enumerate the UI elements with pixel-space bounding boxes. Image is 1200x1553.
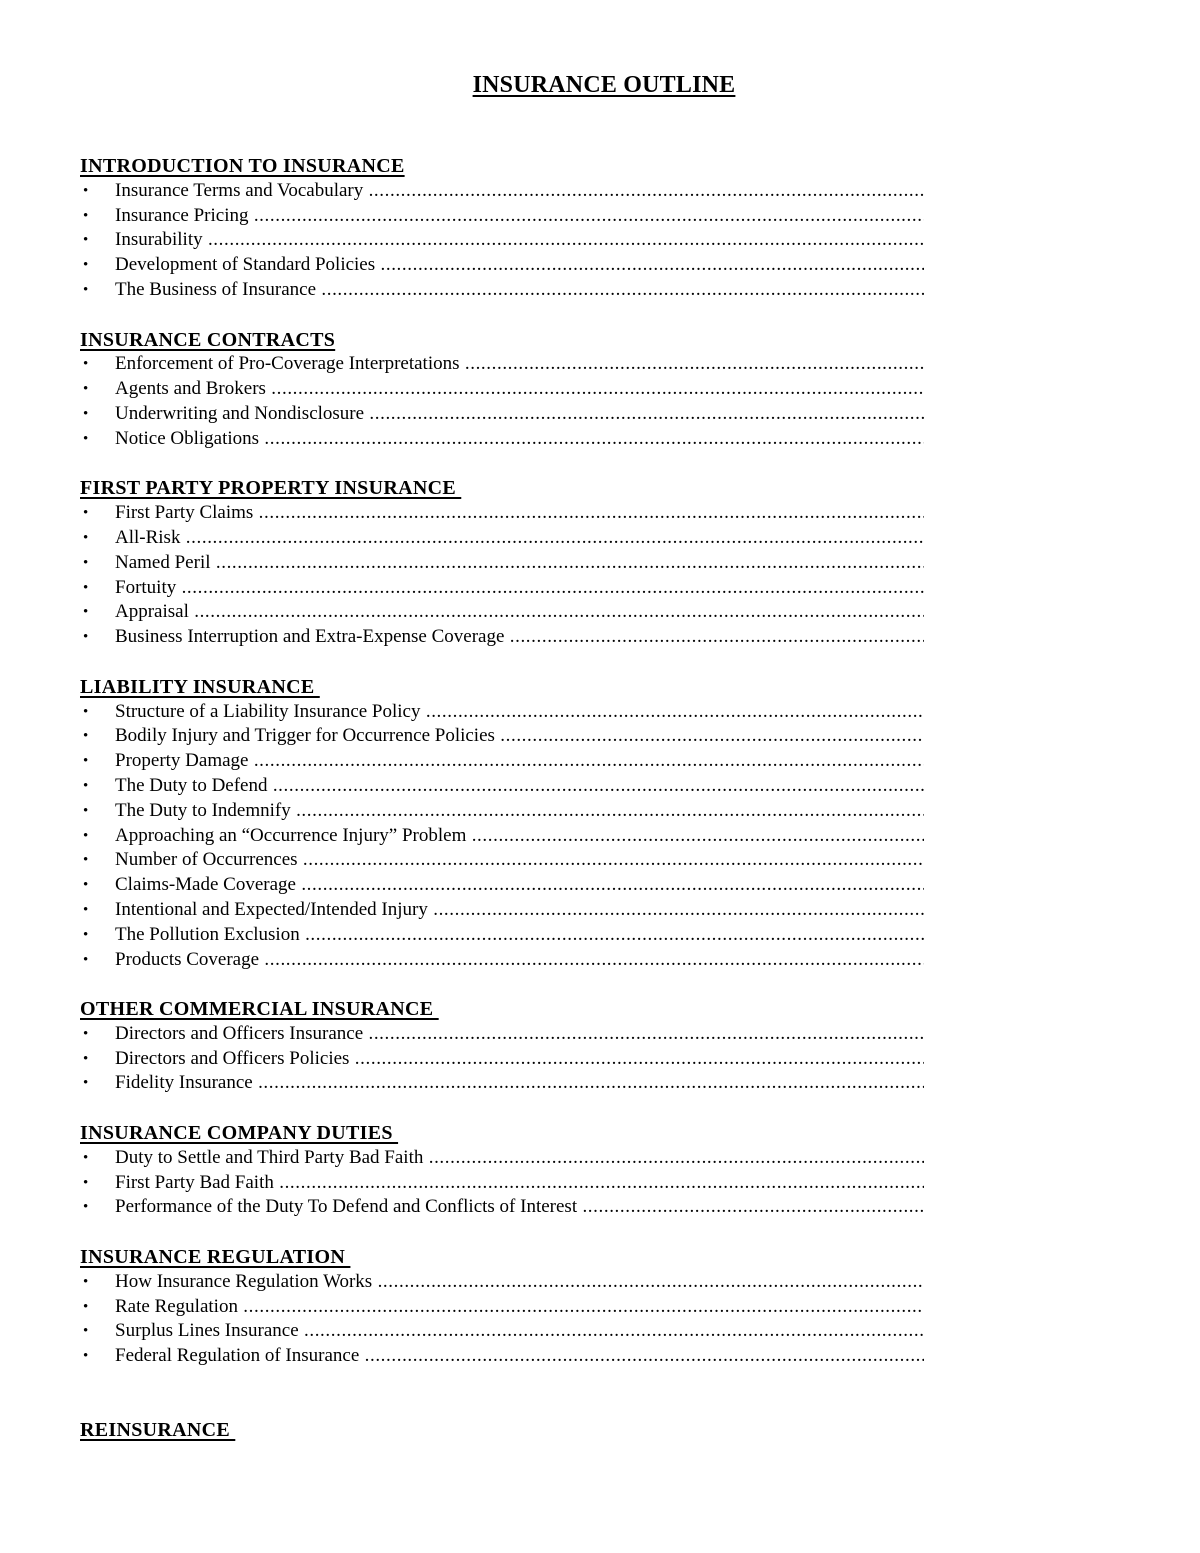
outline-item-text: The Business of Insurance ..... (115, 278, 924, 303)
bullet-icon: • (83, 802, 89, 819)
outline-item (80, 352, 924, 377)
bullet-icon: • (83, 1174, 89, 1191)
outline-item-text: The Pollution Exclusion ..... (115, 923, 924, 948)
section-items-list (80, 1022, 924, 1096)
bullet-icon: • (83, 1075, 89, 1092)
bullet-icon: • (83, 381, 89, 398)
outline-section (80, 1245, 924, 1369)
outline-item-text: Enforcement of Pro-Coverage Interpretations ..... (115, 352, 924, 377)
outline-item-text: Property Damage ..... (115, 749, 924, 774)
bullet-icon: • (83, 1298, 89, 1315)
bullet-icon: • (83, 901, 89, 918)
bullet-icon: • (83, 629, 89, 646)
outline-item-text: Fortuity ..... (115, 576, 924, 601)
outline-item (80, 1319, 924, 1344)
section-heading: INTRODUCTION TO INSURANCE (80, 155, 405, 177)
outline-item (80, 253, 924, 278)
outline-item (80, 377, 924, 402)
outline-item-text: Directors and Officers Policies ..... (115, 1047, 924, 1072)
outline-item-text: Rate Regulation ..... (115, 1295, 924, 1320)
outline-item (80, 923, 924, 948)
section-items-list (80, 1270, 924, 1369)
section-heading: LIABILITY INSURANCE (80, 675, 320, 698)
bullet-icon: • (83, 1348, 89, 1365)
bullet-icon: • (83, 405, 89, 422)
outline-item-text: Performance of the Duty To Defend and Conflicts of Interest ..... (115, 1195, 924, 1220)
bullet-icon: • (83, 430, 89, 447)
outline-item (80, 204, 924, 229)
bullet-icon: • (83, 257, 89, 274)
section-items-list (80, 501, 924, 650)
bullet-icon: • (83, 604, 89, 621)
outline-item (80, 1146, 924, 1171)
outline-item (80, 1270, 924, 1295)
bullet-icon: • (83, 753, 89, 770)
document-title: INSURANCE OUTLINE (472, 72, 736, 98)
bullet-icon: • (83, 579, 89, 596)
outline-item (80, 948, 924, 973)
section-heading: INSURANCE CONTRACTS (80, 328, 336, 351)
outline-item-text: Named Peril ..... (115, 551, 924, 576)
section-heading: FIRST PARTY PROPERTY INSURANCE (80, 477, 462, 500)
outline-item (80, 1022, 924, 1047)
bullet-icon: • (83, 827, 89, 844)
outline-section (80, 997, 924, 1096)
bullet-icon: • (83, 232, 89, 249)
bullet-icon: • (83, 182, 89, 199)
outline-section (80, 1418, 924, 1443)
outline-item-text: First Party Bad Faith ..... (115, 1171, 924, 1196)
outline-item (80, 228, 924, 253)
outline-item-text: How Insurance Regulation Works ..... (115, 1270, 924, 1295)
section-items-list (80, 179, 924, 303)
outline-item (80, 1171, 924, 1196)
outline-item (80, 551, 924, 576)
outline-section (80, 675, 924, 973)
outline-content (80, 154, 924, 1468)
bullet-icon: • (83, 1025, 89, 1042)
outline-section (80, 328, 924, 452)
outline-item-text: Notice Obligations ..... (115, 427, 924, 452)
outline-section (80, 476, 924, 650)
outline-item (80, 402, 924, 427)
outline-item (80, 1344, 924, 1369)
outline-item (80, 576, 924, 601)
outline-item-text: Insurance Pricing ..... (115, 204, 924, 229)
outline-item-text: Duty to Settle and Third Party Bad Faith ..... (115, 1146, 924, 1171)
bullet-icon: • (83, 852, 89, 869)
bullet-icon: • (83, 1273, 89, 1290)
outline-item (80, 501, 924, 526)
section-heading: REINSURANCE (80, 1419, 236, 1442)
bullet-icon: • (83, 926, 89, 943)
outline-item (80, 179, 924, 204)
bullet-icon: • (83, 877, 89, 894)
bullet-icon: • (83, 1199, 89, 1216)
outline-item (80, 749, 924, 774)
outline-item-text: Insurability ..... (115, 228, 924, 253)
bullet-icon: • (83, 207, 89, 224)
outline-item-text: Business Interruption and Extra-Expense Coverage ..... (115, 625, 924, 650)
bullet-icon: • (83, 505, 89, 522)
outline-item-text: All-Risk ..... (115, 526, 924, 551)
section-items-list (80, 1146, 924, 1220)
outline-item-text: Insurance Terms and Vocabulary ..... (115, 179, 924, 204)
bullet-icon: • (83, 1050, 89, 1067)
bullet-icon: • (83, 728, 89, 745)
outline-item (80, 724, 924, 749)
bullet-icon: • (83, 554, 89, 571)
outline-item (80, 625, 924, 650)
outline-item-text: Underwriting and Nondisclosure ..... (115, 402, 924, 427)
outline-item (80, 600, 924, 625)
section-items-list (80, 700, 924, 973)
outline-item-text: Approaching an “Occurrence Injury” Problem ..... (115, 824, 924, 849)
outline-item (80, 1295, 924, 1320)
outline-item (80, 278, 924, 303)
bullet-icon: • (83, 951, 89, 968)
bullet-icon: • (83, 281, 89, 298)
outline-item-text: The Duty to Indemnify ..... (115, 799, 924, 824)
outline-item (80, 774, 924, 799)
section-items-list (80, 352, 924, 451)
bullet-icon: • (83, 356, 89, 373)
outline-item-text: Federal Regulation of Insurance ..... (115, 1344, 924, 1369)
bullet-icon: • (83, 1323, 89, 1340)
outline-item (80, 1195, 924, 1220)
bullet-icon: • (83, 703, 89, 720)
outline-item-text: Structure of a Liability Insurance Policy ..... (115, 700, 924, 725)
bullet-icon: • (83, 777, 89, 794)
outline-item-text: Intentional and Expected/Intended Injury ..... (115, 898, 924, 923)
outline-item (80, 700, 924, 725)
outline-item (80, 1047, 924, 1072)
outline-item-text: Claims-Made Coverage ..... (115, 873, 924, 898)
outline-item (80, 526, 924, 551)
outline-item-text: Appraisal ..... (115, 600, 924, 625)
bullet-icon: • (83, 1149, 89, 1166)
outline-item-text: Directors and Officers Insurance ..... (115, 1022, 924, 1047)
outline-item (80, 427, 924, 452)
outline-item-text: The Duty to Defend ..... (115, 774, 924, 799)
section-heading: INSURANCE REGULATION (80, 1246, 351, 1269)
outline-item (80, 824, 924, 849)
outline-item-text: First Party Claims ..... (115, 501, 924, 526)
outline-section (80, 154, 924, 303)
outline-section (80, 1121, 924, 1220)
outline-item (80, 848, 924, 873)
outline-item-text: Number of Occurrences ..... (115, 848, 924, 873)
bullet-icon: • (83, 529, 89, 546)
outline-item (80, 1071, 924, 1096)
outline-item (80, 799, 924, 824)
outline-item (80, 898, 924, 923)
outline-item-text: Development of Standard Policies ..... (115, 253, 924, 278)
section-heading: INSURANCE COMPANY DUTIES (80, 1122, 399, 1145)
outline-item-text: Products Coverage ..... (115, 948, 924, 973)
outline-item-text: Bodily Injury and Trigger for Occurrence Policies ..... (115, 724, 924, 749)
section-heading: OTHER COMMERCIAL INSURANCE (80, 998, 439, 1021)
outline-item-text: Fidelity Insurance ..... (115, 1071, 924, 1096)
outline-item-text: Agents and Brokers ..... (115, 377, 924, 402)
outline-item-text: Surplus Lines Insurance ..... (115, 1319, 924, 1344)
outline-item (80, 873, 924, 898)
